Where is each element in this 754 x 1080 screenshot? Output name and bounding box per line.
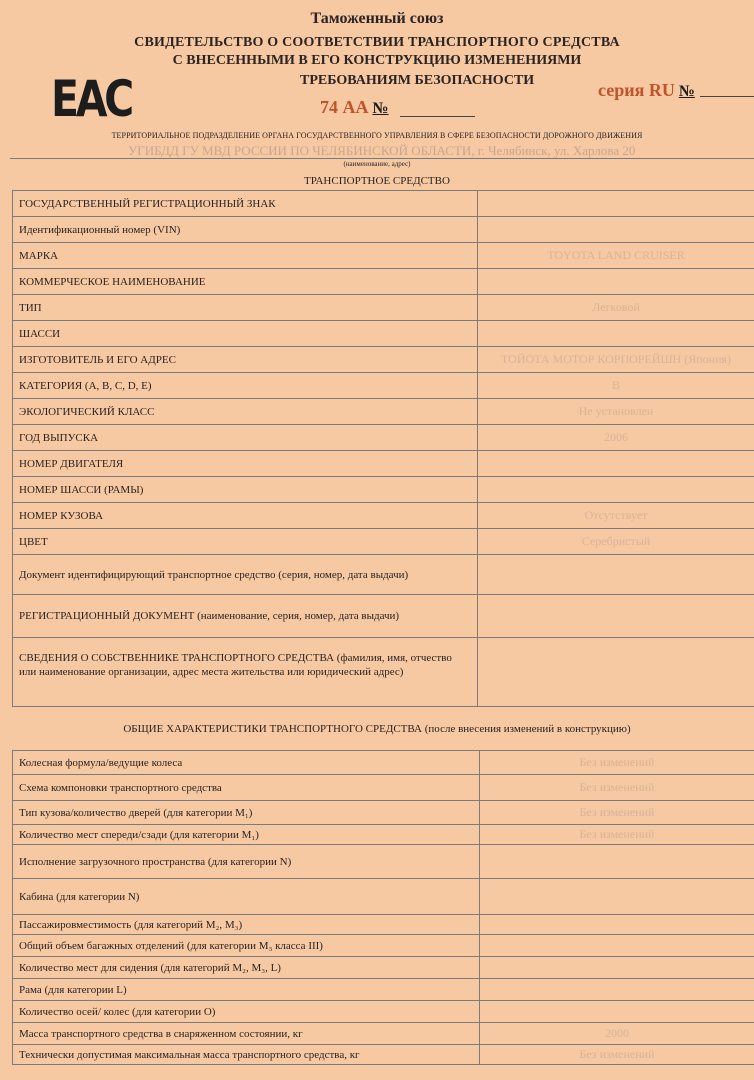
- row-label: РЕГИСТРАЦИОННЫЙ ДОКУМЕНТ (наименование, серия, номер, дата выдачи): [13, 595, 478, 638]
- row-value: [480, 879, 754, 915]
- table-row: [13, 529, 754, 555]
- row-value: [478, 555, 754, 595]
- certificate-title-line2: С ВНЕСЕННЫМИ В ЕГО КОНСТРУКЦИЮ ИЗМЕНЕНИЯМИ: [172, 53, 582, 68]
- row-label: Колесная формула/ведущие колеса: [13, 751, 480, 775]
- table-row: [13, 825, 754, 845]
- row-value: Легковой: [478, 295, 754, 321]
- table-row: [13, 451, 754, 477]
- table-row: [13, 979, 754, 1001]
- table-row: [13, 373, 754, 399]
- table-row: [13, 775, 754, 801]
- table-row: [13, 1045, 754, 1065]
- row-label: Документ идентифицирующий транспортное средство (серия, номер, дата выдачи): [13, 555, 478, 595]
- table-row: [13, 595, 754, 638]
- authority-title: ТЕРРИТОРИАЛЬНОЕ ПОДРАЗДЕЛЕНИЕ ОРГАНА ГОСУДАРСТВЕННОГО УПРАВЛЕНИЯ В СФЕРЕ БЕЗОПАСНОСТИ ДОРОЖНОГО ДВИЖЕНИЯ: [111, 131, 643, 140]
- row-label: ЭКОЛОГИЧЕСКИЙ КЛАСС: [13, 399, 478, 425]
- row-label: КАТЕГОРИЯ (А, В, С, D, Е): [13, 373, 478, 399]
- certificate-title-line1: СВИДЕТЕЛЬСТВО О СООТВЕТСТВИИ ТРАНСПОРТНОГО СРЕДСТВА: [134, 35, 620, 50]
- row-label: Исполнение загрузочного пространства (для категории N): [13, 845, 480, 879]
- authority-line: [10, 158, 754, 159]
- authority-hint: (наименование, адрес): [343, 160, 411, 168]
- row-label: ЦВЕТ: [13, 529, 478, 555]
- row-label: Общий объем багажных отделений (для категории М₃ класса III): [13, 935, 480, 957]
- table-row: [13, 425, 754, 451]
- table-row: [13, 295, 754, 321]
- union-title: Таможенный союз: [310, 10, 444, 27]
- row-value: [478, 191, 754, 217]
- table-row: [13, 845, 754, 879]
- row-label: Масса транспортного средства в снаряженном состоянии, кг: [13, 1023, 480, 1045]
- row-value: ТОЙОТА МОТОР КОРПОРЕЙШН (Япония): [478, 347, 754, 373]
- series-number-value: 74 АА: [320, 97, 369, 117]
- vehicle-table: [12, 190, 754, 707]
- series-ru-label: серия RU: [598, 80, 675, 100]
- row-label: Количество мест спереди/сзади (для категории М₁): [13, 825, 480, 845]
- row-value: [478, 217, 754, 243]
- table-row: [13, 935, 754, 957]
- table-row: [13, 217, 754, 243]
- row-label: Пассажировместимость (для категорий М₂, М₃): [13, 915, 480, 935]
- row-label: Количество осей/ колес (для категории О): [13, 1001, 480, 1023]
- row-value: 2006: [478, 425, 754, 451]
- table-row: [13, 555, 754, 595]
- characteristics-section-title: ОБЩИЕ ХАРАКТЕРИСТИКИ ТРАНСПОРТНОГО СРЕДСТВА (после внесения изменений в конструкцию): [123, 723, 631, 735]
- row-value: 2000: [480, 1023, 754, 1045]
- row-label: КОММЕРЧЕСКОЕ НАИМЕНОВАНИЕ: [13, 269, 478, 295]
- row-value: Без изменений: [480, 751, 754, 775]
- table-row: [13, 957, 754, 979]
- row-value: [478, 638, 754, 707]
- row-label: ГОСУДАРСТВЕННЫЙ РЕГИСТРАЦИОННЫЙ ЗНАК: [13, 191, 478, 217]
- number-sign: №: [372, 100, 389, 117]
- row-value: Отсутствует: [478, 503, 754, 529]
- series-number-line: [400, 116, 475, 117]
- table-row: [13, 477, 754, 503]
- table-row: [13, 1001, 754, 1023]
- row-value: [478, 595, 754, 638]
- row-label: Рама (для категории L): [13, 979, 480, 1001]
- row-value: Без изменений: [480, 775, 754, 801]
- vehicle-section-title: ТРАНСПОРТНОЕ СРЕДСТВО: [304, 175, 450, 187]
- row-label: НОМЕР ДВИГАТЕЛЯ: [13, 451, 478, 477]
- table-row: [13, 801, 754, 825]
- table-row: [13, 399, 754, 425]
- row-label: НОМЕР ШАССИ (РАМЫ): [13, 477, 478, 503]
- row-value: TOYOTA LAND CRUISER: [478, 243, 754, 269]
- row-label: НОМЕР КУЗОВА: [13, 503, 478, 529]
- row-label: СВЕДЕНИЯ О СОБСТВЕННИКЕ ТРАНСПОРТНОГО СРЕДСТВА (фамилия, имя, отчество или наименование организации, адрес места жительства или юридический адрес): [13, 638, 478, 707]
- table-row: [13, 269, 754, 295]
- row-value: Без изменений: [480, 825, 754, 845]
- row-value: [480, 915, 754, 935]
- series-ru: [598, 80, 695, 101]
- table-row: [13, 915, 754, 935]
- row-label: Тип кузова/количество дверей (для категории М₁): [13, 801, 480, 825]
- authority-value: УГИБДД ГУ МВД РОССИИ ПО ЧЕЛЯБИНСКОЙ ОБЛАСТИ, г. Челябинск, ул. Харлова 20: [128, 143, 636, 158]
- row-label: Количество мест для сидения (для категорий М₂, М₃, L): [13, 957, 480, 979]
- series-ru-line: [700, 96, 754, 97]
- row-label: Идентификационный номер (VIN): [13, 217, 478, 243]
- row-value: [478, 451, 754, 477]
- table-row: [13, 503, 754, 529]
- certificate-title-line3: ТРЕБОВАНИЯМ БЕЗОПАСНОСТИ: [300, 73, 535, 88]
- row-value: [480, 979, 754, 1001]
- row-value: Серебристый: [478, 529, 754, 555]
- characteristics-table: [12, 750, 754, 1065]
- row-value: В: [478, 373, 754, 399]
- row-value: [480, 957, 754, 979]
- series-ru-number-sign: №: [678, 83, 695, 100]
- row-label: Технически допустимая максимальная масса транспортного средства, кг: [13, 1045, 480, 1065]
- row-value: [478, 269, 754, 295]
- row-value: [480, 845, 754, 879]
- row-label: ТИП: [13, 295, 478, 321]
- row-value: [478, 321, 754, 347]
- row-label: Кабина (для категории N): [13, 879, 480, 915]
- row-value: Без изменений: [480, 1045, 754, 1065]
- table-row: [13, 751, 754, 775]
- row-label: МАРКА: [13, 243, 478, 269]
- row-label: ИЗГОТОВИТЕЛЬ И ЕГО АДРЕС: [13, 347, 478, 373]
- row-value: [478, 477, 754, 503]
- table-row: [13, 1023, 754, 1045]
- table-row: [13, 243, 754, 269]
- table-row: [13, 191, 754, 217]
- row-label: ШАССИ: [13, 321, 478, 347]
- table-row: [13, 347, 754, 373]
- row-value: [480, 935, 754, 957]
- table-row: [13, 321, 754, 347]
- table-row: [13, 638, 754, 707]
- row-value: Не установлен: [478, 399, 754, 425]
- series-number: [320, 97, 389, 118]
- row-value: Без изменений: [480, 801, 754, 825]
- table-row: [13, 879, 754, 915]
- eac-logo-icon: EAC: [51, 70, 131, 128]
- row-value: [480, 1001, 754, 1023]
- row-label: Схема компоновки транспортного средства: [13, 775, 480, 801]
- row-label: ГОД ВЫПУСКА: [13, 425, 478, 451]
